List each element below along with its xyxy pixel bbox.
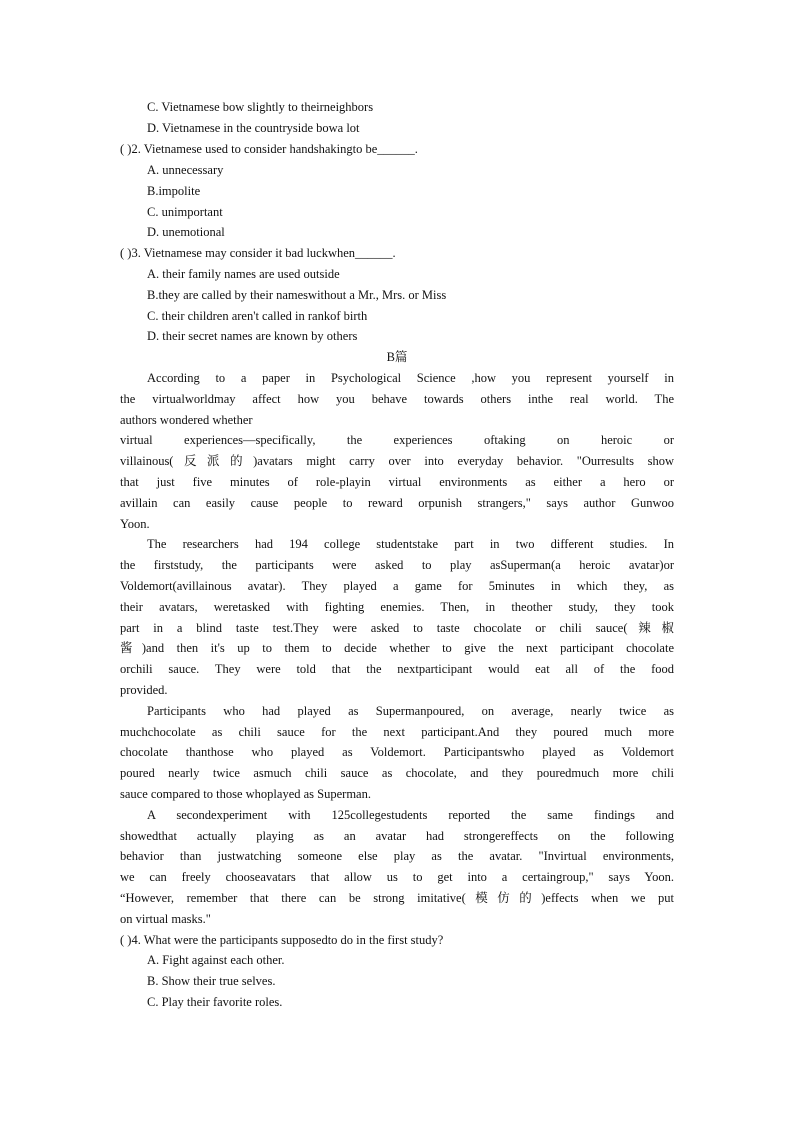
option-2b: B.impolite bbox=[147, 184, 201, 198]
passage-line: the firststudy, the participants were asked to play asSuperman(a heroic avatar)or bbox=[120, 558, 674, 572]
option-3d: D. their secret names are known by others bbox=[147, 329, 358, 343]
passage-line: muchchocolate as chili sauce for the next participant.And they poured much more bbox=[120, 725, 674, 739]
passage-line: part in a blind taste test.They were asked to taste chocolate or chili sauce(辣椒 bbox=[120, 621, 674, 635]
passage-line: villainous(反派的)avatars might carry over into everyday behavior. "Ourresults show bbox=[120, 454, 674, 468]
question-3: ( )3. Vietnamese may consider it bad luckwhen______. bbox=[120, 246, 396, 260]
passage-line: The researchers had 194 college studentstake part in two different studies. In bbox=[147, 537, 674, 551]
passage-line: poured nearly twice asmuch chili sauce as chocolate, and they pouredmuch more chili bbox=[120, 766, 674, 780]
passage-line: virtual experiences—specifically, the experiences oftaking on heroic or bbox=[120, 433, 674, 447]
passage-line: A secondexperiment with 125collegestudents reported the same findings and bbox=[147, 808, 674, 822]
passage-line: chocolate thanthose who played as Voldemort. Participantswho played as Voldemort bbox=[120, 745, 674, 759]
option-3c: C. their children aren't called in rankof birth bbox=[147, 309, 368, 323]
passage-line: “However, remember that there can be strong imitative(模仿的)effects when we put bbox=[120, 891, 674, 905]
question-4: ( )4. What were the participants supposedto do in the first study? bbox=[120, 933, 444, 947]
option-3a: A. their family names are used outside bbox=[147, 267, 340, 281]
passage-line: avillain can easily cause people to reward orpunish strangers," says author Gunwoo bbox=[120, 496, 674, 510]
passage-line: Participants who had played as Supermanpoured, on average, nearly twice as bbox=[147, 704, 674, 718]
passage-line: showedthat actually playing as an avatar had strongereffects on the following bbox=[120, 829, 674, 843]
passage-line: the virtualworldmay affect how you behave towards others inthe real world. The bbox=[120, 392, 674, 406]
passage-line: behavior than justwatching someone else play as the avatar. "Invirtual environments, bbox=[120, 849, 674, 863]
passage-line: their avatars, weretasked with fighting enemies. Then, in theother study, they took bbox=[120, 600, 674, 614]
option-1c: C. Vietnamese bow slightly to theirneighbors bbox=[147, 100, 374, 114]
passage-line: provided. bbox=[120, 683, 168, 697]
passage-line: we can freely chooseavatars that allow us to get into a certaingroup," says Yoon. bbox=[120, 870, 674, 884]
option-2c: C. unimportant bbox=[147, 205, 223, 219]
option-1d: D. Vietnamese in the countryside bowa lot bbox=[147, 121, 360, 135]
passage-line: Yoon. bbox=[120, 517, 150, 531]
option-3b: B.they are called by their nameswithout a Mr., Mrs. or Miss bbox=[147, 288, 447, 302]
passage-line: on virtual masks." bbox=[120, 912, 211, 926]
passage-line: orchili sauce. They were told that the nextparticipant would eat all of the food bbox=[120, 662, 674, 676]
passage-line: 酱)and then it's up to them to decide whether to give the next participant chocolate bbox=[120, 641, 674, 655]
passage-line: sauce compared to those whoplayed as Superman. bbox=[120, 787, 371, 801]
section-heading: B篇 bbox=[386, 350, 408, 364]
passage-line: Voldemort(avillainous avatar). They played a game for 5minutes in which they, as bbox=[120, 579, 674, 593]
option-4a: A. Fight against each other. bbox=[147, 953, 285, 967]
question-2: ( )2. Vietnamese used to consider handshakingto be______. bbox=[120, 142, 418, 156]
passage-line: authors wondered whether bbox=[120, 413, 253, 427]
option-2a: A. unnecessary bbox=[147, 163, 224, 177]
option-4c: C. Play their favorite roles. bbox=[147, 995, 283, 1009]
option-4b: B. Show their true selves. bbox=[147, 974, 276, 988]
passage-line: that just five minutes of role-playin virtual environments as either a hero or bbox=[120, 475, 674, 489]
passage-line: According to a paper in Psychological Science ,how you represent yourself in bbox=[147, 371, 674, 385]
option-2d: D. unemotional bbox=[147, 225, 225, 239]
